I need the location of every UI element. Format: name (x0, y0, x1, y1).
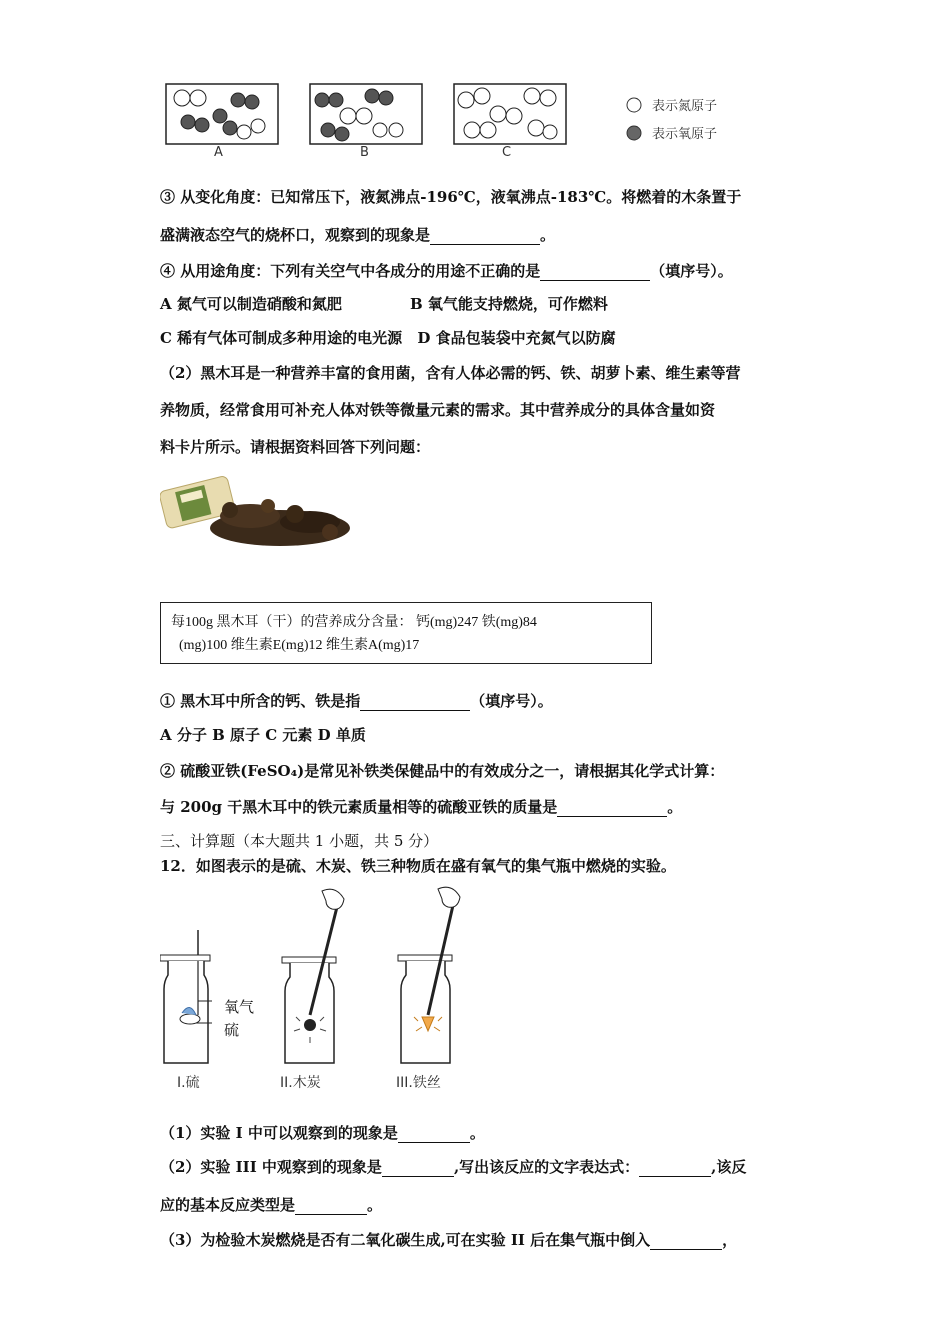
experiment-figure (160, 885, 480, 1075)
nutrition-line2: (mg)100 维生素E(mg)12 维生素A(mg)17 (179, 638, 420, 653)
answer-blank[interactable] (430, 230, 540, 245)
part2-line1: （2）黑木耳是一种营养丰富的食用菌，含有人体必需的钙、铁、胡萝卜素、维生素等营 (160, 364, 741, 382)
answer-blank[interactable] (639, 1162, 711, 1177)
q2-1-text: ① 黑木耳中所含的钙、铁是指 (160, 692, 361, 710)
label-b: B (360, 145, 369, 160)
answer-blank[interactable] (360, 696, 470, 711)
q12-part2-line1 (160, 1156, 746, 1177)
caption-sulfur: I.硫 (177, 1075, 200, 1091)
molecule-boxes (160, 78, 620, 160)
nutrition-line1: 每100g 黑木耳（干）的营养成分含量： 钙(mg)247 铁(mg)84 (171, 615, 537, 630)
q2-2-text: 与 200g 干黑木耳中的铁元素质量相等的硫酸亚铁的质量是 (160, 798, 558, 816)
jar-charcoal (282, 889, 344, 1063)
nitrogen-atom-icon (624, 95, 644, 115)
nutrition-card (160, 602, 652, 664)
q12-p3-end: ， (722, 1231, 738, 1249)
q12-stem: 12．如图表示的是硫、木炭、铁三种物质在盛有氧气的集气瓶中燃烧的实验。 (160, 857, 676, 875)
q12-p3-text: （3）为检验木炭燃烧是否有二氧化碳生成,可在实验 II 后在集气瓶中倒入 (160, 1231, 651, 1249)
label-oxygen: 氧气 (224, 998, 255, 1016)
q12-part1 (160, 1122, 485, 1143)
answer-blank[interactable] (540, 266, 650, 281)
q2-1-options: A 分子 B 原子 C 元素 D 单质 (160, 726, 366, 744)
part2-line2: 养物质，经常食用可补充人体对铁等微量元素的需求。其中营养成分的具体含量如资 (160, 401, 716, 419)
jar-sulfur (160, 930, 212, 1063)
answer-blank[interactable] (295, 1200, 367, 1215)
answer-blank[interactable] (650, 1235, 722, 1250)
answer-blank[interactable] (382, 1162, 454, 1177)
part2-line3: 料卡片所示。请根据资料回答下列问题： (160, 438, 431, 456)
q12-p2-end: ,该反 (711, 1158, 747, 1176)
q12-part2-line2 (160, 1194, 382, 1215)
answer-blank[interactable] (557, 802, 667, 817)
section3-heading: 三、计算题（本大题共 1 小题，共 5 分） (160, 832, 439, 850)
q3-line2 (160, 224, 555, 245)
q4-text: ④ 从用途角度：下列有关空气中各成分的用途不正确的是 (160, 262, 541, 280)
q12-p1-text: （1）实验 I 中可以观察到的现象是 (160, 1124, 398, 1142)
caption-charcoal: II.木炭 (280, 1075, 321, 1091)
answer-blank[interactable] (398, 1128, 470, 1143)
q4-end: （填序号）。 (650, 262, 733, 280)
q12-p2-mid: ,写出该反应的文字表达式： (453, 1158, 640, 1176)
q2-2-end: 。 (667, 798, 683, 816)
caption-iron-wire: III.铁丝 (396, 1075, 441, 1091)
q2-2-line1: ② 硫酸亚铁(FeSO₄)是常见补铁类保健品中的有效成分之一，请根据其化学式计算： (160, 762, 725, 780)
q4-options-row2 (160, 327, 616, 348)
legend-nitrogen: 表示氮原子 (652, 99, 718, 114)
q12-p2-line2-text: 应的基本反应类型是 (160, 1196, 296, 1214)
q2-1-line (160, 690, 553, 711)
label-c: C (502, 145, 512, 160)
q12-p2-line2-end: 。 (367, 1196, 383, 1214)
q3-line1: ③ 从变化角度：已知常压下，液氮沸点-196℃，液氧沸点-183℃。将燃着的木条置于 (160, 188, 742, 206)
q3-line2-end: 。 (540, 226, 556, 244)
q4-options-row1 (160, 293, 608, 314)
q2-2-line2 (160, 796, 682, 817)
q12-p1-end: 。 (469, 1124, 485, 1142)
q4-line1 (160, 260, 733, 281)
option-c: C 稀有气体可制成多种用途的电光源 (160, 329, 403, 347)
option-a: A 氮气可以制造硝酸和氮肥 (160, 295, 342, 313)
q2-1-end: （填序号）。 (470, 692, 553, 710)
jar-iron-wire (398, 887, 460, 1063)
option-b: B 氧气能支持燃烧，可作燃料 (410, 295, 608, 313)
legend-oxygen: 表示氧原子 (652, 127, 718, 142)
q3-line2-text: 盛满液态空气的烧杯口，观察到的现象是 (160, 226, 431, 244)
label-a: A (214, 145, 223, 160)
label-sulfur: 硫 (224, 1021, 240, 1039)
black-fungus-photo (160, 470, 355, 555)
option-d: D 食品包装袋中充氮气以防腐 (417, 329, 616, 347)
q12-part3 (160, 1229, 737, 1250)
q12-p2-text: （2）实验 III 中观察到的现象是 (160, 1158, 382, 1176)
oxygen-atom-icon (624, 123, 644, 143)
